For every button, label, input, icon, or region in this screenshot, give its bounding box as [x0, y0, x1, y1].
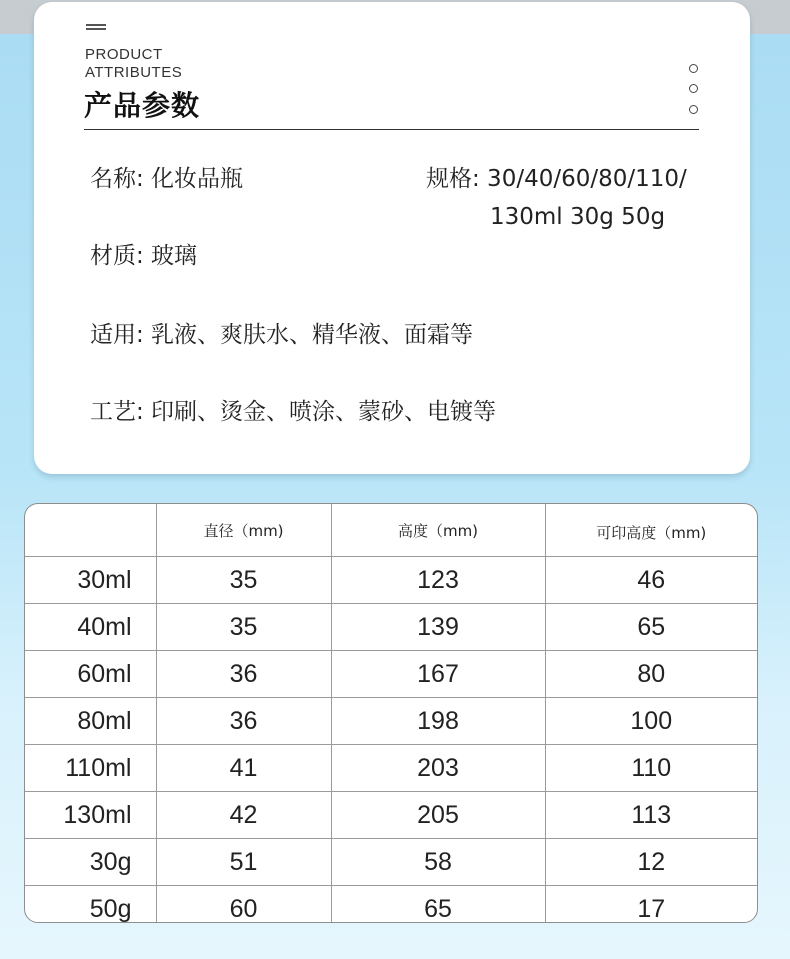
- table-cell: 60: [156, 886, 331, 924]
- table-cell: 41: [156, 745, 331, 792]
- table-row: [25, 839, 757, 886]
- table-cell: 65: [331, 886, 545, 924]
- table-header-row: [25, 504, 757, 557]
- attr-material: 材质: 玻璃: [90, 243, 198, 269]
- attr-spec-line1: 规格: 30/40/60/80/110/: [426, 166, 687, 192]
- circle-dot-icon: [689, 84, 698, 93]
- table-cell: 17: [545, 886, 757, 924]
- table-cell: 100: [545, 698, 757, 745]
- table-cell: 203: [331, 745, 545, 792]
- attr-craft: 工艺: 印刷、烫金、喷涂、蒙砂、电镀等: [90, 399, 497, 425]
- header-cell-height: 高度（mm): [331, 504, 545, 557]
- size-label-cell: 80ml: [25, 698, 156, 745]
- size-label-cell: 110ml: [25, 745, 156, 792]
- table-row: [25, 792, 757, 839]
- table-cell: 113: [545, 792, 757, 839]
- size-label-cell: 30g: [25, 839, 156, 886]
- circle-dot-icon: [689, 64, 698, 73]
- circle-dot-icon: [689, 105, 698, 114]
- page-title: 产品参数: [84, 89, 201, 122]
- table-cell: 35: [156, 557, 331, 604]
- table-cell: 58: [331, 839, 545, 886]
- table-cell: 12: [545, 839, 757, 886]
- table-row: [25, 698, 757, 745]
- menu-dash-icon: [86, 28, 106, 30]
- table-row: [25, 651, 757, 698]
- table-cell: 51: [156, 839, 331, 886]
- table-cell: 80: [545, 651, 757, 698]
- header-cell-printable-height: 可印高度（mm): [545, 504, 757, 557]
- table-cell: 42: [156, 792, 331, 839]
- table-cell: 205: [331, 792, 545, 839]
- size-label-cell: 50g: [25, 886, 156, 924]
- table-cell: 35: [156, 604, 331, 651]
- table-cell: 123: [331, 557, 545, 604]
- attr-spec-line2: 130ml 30g 50g: [490, 204, 666, 230]
- english-heading-line1: PRODUCT: [85, 46, 163, 63]
- table-cell: 139: [331, 604, 545, 651]
- size-label-cell: 130ml: [25, 792, 156, 839]
- table-cell: 46: [545, 557, 757, 604]
- size-label-cell: 60ml: [25, 651, 156, 698]
- table-cell: 110: [545, 745, 757, 792]
- size-table: [24, 503, 758, 923]
- product-attributes-card: [34, 2, 750, 474]
- table-cell: 36: [156, 651, 331, 698]
- size-label-cell: 30ml: [25, 557, 156, 604]
- header-cell-diameter: 直径（mm): [156, 504, 331, 557]
- english-heading-line2: ATTRIBUTES: [85, 64, 183, 81]
- title-divider: [84, 129, 699, 130]
- table-row: [25, 886, 757, 924]
- header-cell-empty: [25, 504, 156, 557]
- table-row: [25, 557, 757, 604]
- menu-dash-icon: [86, 24, 106, 26]
- table-cell: 167: [331, 651, 545, 698]
- attr-usage: 适用: 乳液、爽肤水、精华液、面霜等: [90, 322, 474, 348]
- table-row: [25, 604, 757, 651]
- size-label-cell: 40ml: [25, 604, 156, 651]
- table-cell: 198: [331, 698, 545, 745]
- table-row: [25, 745, 757, 792]
- table-cell: 36: [156, 698, 331, 745]
- table-cell: 65: [545, 604, 757, 651]
- attr-name: 名称: 化妆品瓶: [90, 166, 244, 192]
